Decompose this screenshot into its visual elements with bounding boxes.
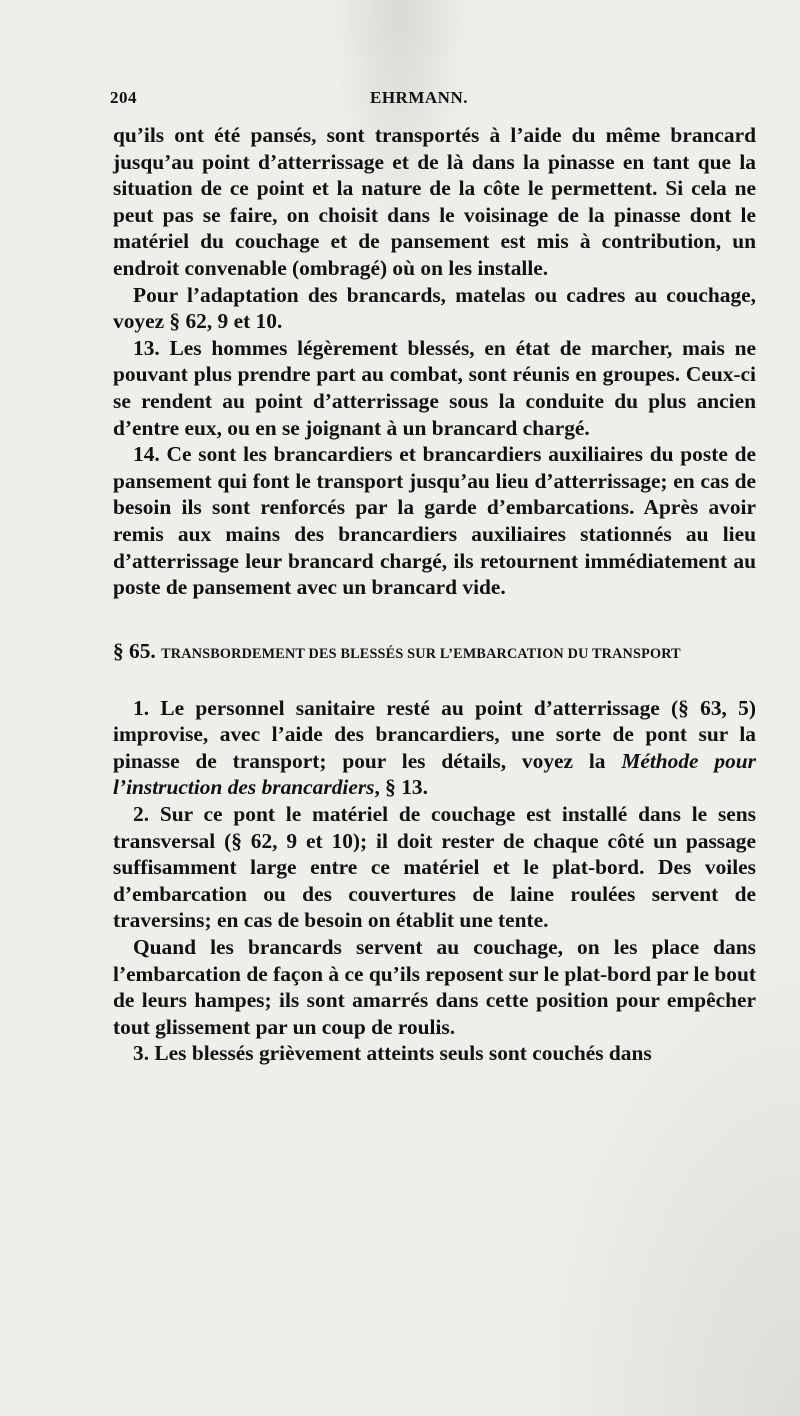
item-number: 2. (133, 802, 150, 827)
numbered-item (113, 801, 756, 934)
book-title: Méthode pour l’instruction des brancardiers (113, 748, 756, 800)
item-number: 1. (133, 695, 150, 720)
numbered-item (113, 695, 756, 801)
running-head: EHRMANN. (370, 88, 468, 107)
paragraph-number: 13. (133, 335, 160, 360)
page-header (110, 88, 755, 116)
section-number: § 65. (113, 638, 156, 663)
numbered-paragraph (113, 335, 756, 441)
paragraph: Pour l’adaptation des brancards, matelas ou cadres au couchage, voyez § 62, 9 et 10. (113, 282, 756, 334)
body-text (113, 122, 756, 1067)
item-text: Sur ce pont le matériel de couchage est installé dans le sens transversal (§ 62, 9 et 10); il doit rester de chaque côté un passage suffisamment large entre ce matériel et le plat-bord. Des voiles d’embarcation ou des couvertures de laine roulées servent de traversins; en cas de besoin on établit une tente. (113, 802, 756, 933)
paragraph-text: Les hommes légèrement blessés, en état de marcher, mais ne pouvant plus prendre part au combat, sont réunis en groupes. Ceux-ci se rendent au point d’atterrissage sous la conduite du plus ancien d’entre eux, ou en se joignant à un brancard chargé. (113, 335, 756, 440)
section-title: TRANSBORDEMENT DES BLESSÉS SUR L’EMBARCATION DU TRANSPORT (161, 645, 681, 662)
paragraph: qu’ils ont été pansés, sont transportés à l’aide du même brancard jusqu’au point d’atterrissage et de là dans la pinasse en tant que la situation de ce point et la nature de la côte le permettent. Si cela ne peut pas se faire, on choisit dans le voisinage de la pinasse dont le matériel du couchage et de pansement est mis à contribution, un endroit convenable (ombragé) où on les installe. (113, 123, 756, 280)
item-number: 3. (133, 1041, 150, 1066)
paragraph-number: 14. (133, 442, 160, 467)
section-heading (113, 638, 756, 667)
item-text: Le personnel sanitaire resté au point d’atterrissage (§ 63, 5) improvise, avec l’aide des brancardiers, une sorte de pont sur la pinasse de transport; pour les détails, voyez la (113, 695, 756, 773)
paragraph: Quand les brancards servent au couchage, on les place dans l’embarcation de façon à ce qu’ils reposent sur le plat-bord par le bout de leurs hampes; ils sont amarrés dans cette position pour empêcher tout glissement par un coup de roulis. (113, 935, 756, 1039)
page-number: 204 (110, 88, 137, 107)
item-text: , § 13. (374, 775, 428, 800)
item-text: Les blessés grièvement atteints seuls sont couchés dans (149, 1041, 652, 1066)
numbered-item (113, 1040, 756, 1067)
paragraph-text: Ce sont les brancardiers et brancardiers auxiliaires du poste de pansement qui font le transport jusqu’au lieu d’atterrissage; en cas de besoin ils sont renforcés par la garde d’embarcations. Après avoir remis aux mains des brancardiers auxiliaires stationnés au lieu d’atterrissage leur brancard chargé, ils retournent immédiatement au poste de pansement avec un brancard vide. (113, 442, 756, 600)
numbered-paragraph (113, 441, 756, 601)
